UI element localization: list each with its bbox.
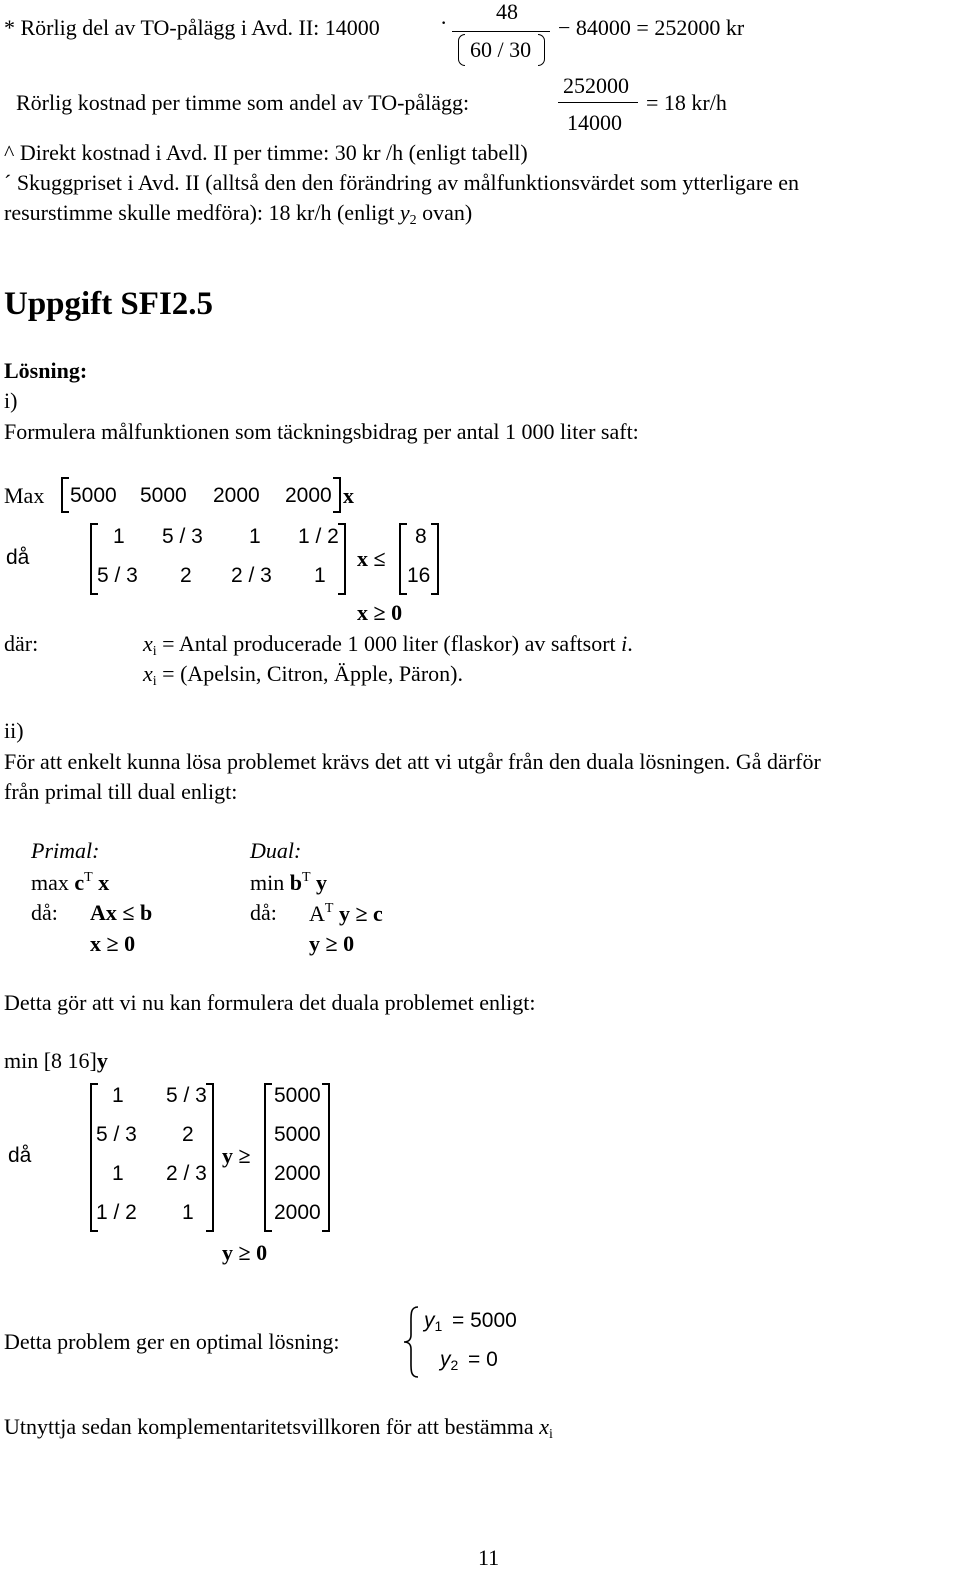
tp-line4: ´ Skuggpriset i Avd. II (alltså den den förändring av målfunktionsvärdet som ytterligare en	[4, 170, 800, 195]
dual-objective	[250, 871, 327, 894]
fraction2-denominator: 14000	[567, 110, 622, 135]
primal-obj-x: x	[92, 870, 110, 895]
objective-coef-3: 2000	[213, 484, 260, 507]
final-instruction-var: x	[539, 1414, 549, 1439]
dual-matrix-2-1: 2 / 3	[166, 1162, 207, 1185]
definition-1-text: = Antal producerade 1 000 liter (flaskor) av saftsort	[156, 631, 622, 656]
where-label: där:	[4, 631, 39, 656]
rhs-b-0: 8	[415, 525, 427, 548]
dual-objective-line	[4, 1050, 108, 1072]
matrix-a-1-3: 1	[314, 564, 326, 587]
final-instruction	[4, 1416, 553, 1442]
dual-matrix-0-1: 5 / 3	[166, 1084, 207, 1107]
tp-line2-rest: = 18 kr/h	[646, 90, 727, 115]
dual-subject-to-label: då	[8, 1144, 32, 1167]
leq-constraint: x ≤	[357, 546, 386, 571]
primal-obj-max: max	[31, 870, 75, 895]
matrix-a-1-0: 5 / 3	[97, 564, 138, 587]
fraction2-numerator: 252000	[563, 73, 629, 98]
page-number: 11	[478, 1545, 500, 1570]
primal-obj-T: T	[84, 870, 93, 885]
solution-y2-value: = 0	[468, 1348, 498, 1371]
final-instruction-sub: i	[548, 1427, 553, 1442]
nonnegativity-x: x ≥ 0	[357, 600, 403, 625]
part-i-intro: Formulera målfunktionen som täckningsbidrag per antal 1 000 liter saft:	[4, 419, 639, 444]
left-brace-icon	[402, 1305, 420, 1379]
dual-matrix-0-0: 1	[112, 1084, 124, 1107]
primal-constraint: Ax ≤ b	[90, 900, 153, 925]
dual-rhs-0: 5000	[274, 1084, 321, 1107]
dual-rhs-left-bracket	[264, 1083, 272, 1232]
solution-y1-sub: 1	[434, 1318, 443, 1334]
matrix-right-bracket	[338, 523, 346, 595]
matrix-a-0-1: 5 / 3	[162, 525, 203, 548]
tp-line3: ^ Direkt kostnad i Avd. II per timme: 30 kr /h (enligt tabell)	[4, 140, 528, 165]
rhs-left-bracket	[399, 523, 407, 595]
definition-2-text: = (Apelsin, Citron, Äpple, Päron).	[156, 661, 463, 686]
dual-matrix-2-0: 1	[112, 1162, 124, 1185]
dual-constraint-label: då:	[250, 900, 277, 925]
dual-rhs-2: 2000	[274, 1162, 321, 1185]
objective-coef-4: 2000	[285, 484, 332, 507]
definition-2	[143, 663, 463, 689]
definition-1-i: i	[621, 631, 628, 656]
part-ii-line1: För att enkelt kunna lösa problemet krävs det att vi utgår från den duala lösningen. Gå därför	[4, 749, 821, 774]
part-ii-label: ii)	[4, 718, 24, 743]
primal-title: Primal:	[31, 838, 100, 863]
tp-line1-rest: − 84000 = 252000 kr	[558, 15, 745, 40]
objective-coef-2: 5000	[140, 484, 187, 507]
optimal-solution-text: Detta problem ger en optimal lösning:	[4, 1329, 340, 1354]
tp-line2-prefix: Rörlig kostnad per timme som andel av TO-pålägg:	[16, 90, 470, 115]
final-instruction-text: Utnyttja sedan komplementaritetsvillkoren för att bestämma	[4, 1414, 540, 1439]
dual-constraint	[309, 902, 383, 925]
dual-obj-T: T	[301, 870, 311, 885]
fraction-numerator: 48	[496, 0, 518, 24]
fraction2-bar	[558, 102, 638, 103]
dual-min-text: min [8 16]	[4, 1048, 97, 1073]
dual-con-T: T	[324, 901, 334, 916]
objective-right-bracket	[333, 477, 341, 513]
dual-con-A: A	[309, 901, 325, 926]
solution-y2	[440, 1349, 458, 1372]
matrix-a-0-2: 1	[249, 525, 261, 548]
tp-line1-prefix: * Rörlig del av TO-pålägg i Avd. II: 14000	[4, 15, 380, 40]
max-label: Max	[4, 483, 45, 508]
tp-line5	[4, 202, 472, 228]
definition-1	[143, 633, 633, 659]
rhs-right-bracket	[431, 523, 439, 595]
definition-2-sub: i	[152, 674, 157, 689]
definition-1-end: .	[627, 631, 633, 656]
tp-line5-var: y	[399, 200, 410, 225]
multiply-dot: ·	[440, 10, 448, 35]
left-paren	[458, 34, 465, 66]
dual-nonnegativity-y: y ≥ 0	[222, 1240, 268, 1265]
dual-matrix-1-0: 5 / 3	[96, 1123, 137, 1146]
section-title: Uppgift SFI2.5	[4, 286, 214, 322]
dual-min-y: y	[96, 1048, 108, 1073]
definition-1-sub: i	[152, 644, 157, 659]
objective-x: x	[343, 483, 354, 508]
primal-constraint-label: då:	[31, 900, 58, 925]
solution-heading: Lösning:	[4, 358, 88, 383]
definition-2-var: x	[143, 661, 153, 686]
definition-1-var: x	[143, 631, 153, 656]
matrix-a-0-3: 1 / 2	[298, 525, 339, 548]
dual-rhs-1: 5000	[274, 1123, 321, 1146]
matrix-a-1-1: 2	[180, 564, 192, 587]
dual-matrix-3-1: 1	[182, 1201, 194, 1224]
tp-line5-text: resurstimme skulle medföra): 18 kr/h (enligt	[4, 200, 400, 225]
tp-line5-suffix: ovan)	[416, 200, 473, 225]
dual-obj-y: y	[310, 870, 328, 895]
solution-y2-sub: 2	[450, 1357, 459, 1373]
fraction-denominator: 60 / 30	[470, 37, 532, 62]
rhs-b-1: 16	[407, 564, 431, 587]
primal-objective	[31, 871, 109, 894]
dual-matrix-1-1: 2	[182, 1123, 194, 1146]
fraction-bar	[452, 31, 550, 32]
dual-obj-min: min	[250, 870, 290, 895]
right-paren	[538, 34, 545, 66]
dual-con-rest: y ≥ c	[333, 901, 383, 926]
solution-y1-var: y	[424, 1309, 435, 1332]
subject-to-label: då	[6, 546, 30, 569]
dual-title: Dual:	[250, 838, 302, 863]
dual-obj-b: b	[289, 870, 302, 895]
dual-nonneg: y ≥ 0	[309, 931, 355, 956]
dual-rhs-3: 2000	[274, 1201, 321, 1224]
dual-intro: Detta gör att vi nu kan formulera det duala problemet enligt:	[4, 990, 536, 1015]
primal-nonneg: x ≥ 0	[90, 931, 136, 956]
solution-y2-var: y	[440, 1348, 451, 1371]
dual-geq-constraint: y ≥	[222, 1143, 251, 1168]
objective-left-bracket	[61, 477, 69, 513]
matrix-a-0-0: 1	[113, 525, 125, 548]
dual-rhs-right-bracket	[322, 1083, 330, 1232]
dual-matrix-right-bracket	[206, 1083, 214, 1232]
part-i-label: i)	[4, 388, 18, 413]
primal-obj-c: c	[74, 870, 85, 895]
tp-line5-sub: 2	[409, 213, 417, 228]
solution-y1-value: = 5000	[452, 1309, 517, 1332]
solution-y1	[424, 1310, 442, 1333]
objective-coef-1: 5000	[70, 484, 117, 507]
dual-matrix-3-0: 1 / 2	[96, 1201, 137, 1224]
matrix-a-1-2: 2 / 3	[231, 564, 272, 587]
part-ii-line2: från primal till dual enligt:	[4, 779, 238, 804]
